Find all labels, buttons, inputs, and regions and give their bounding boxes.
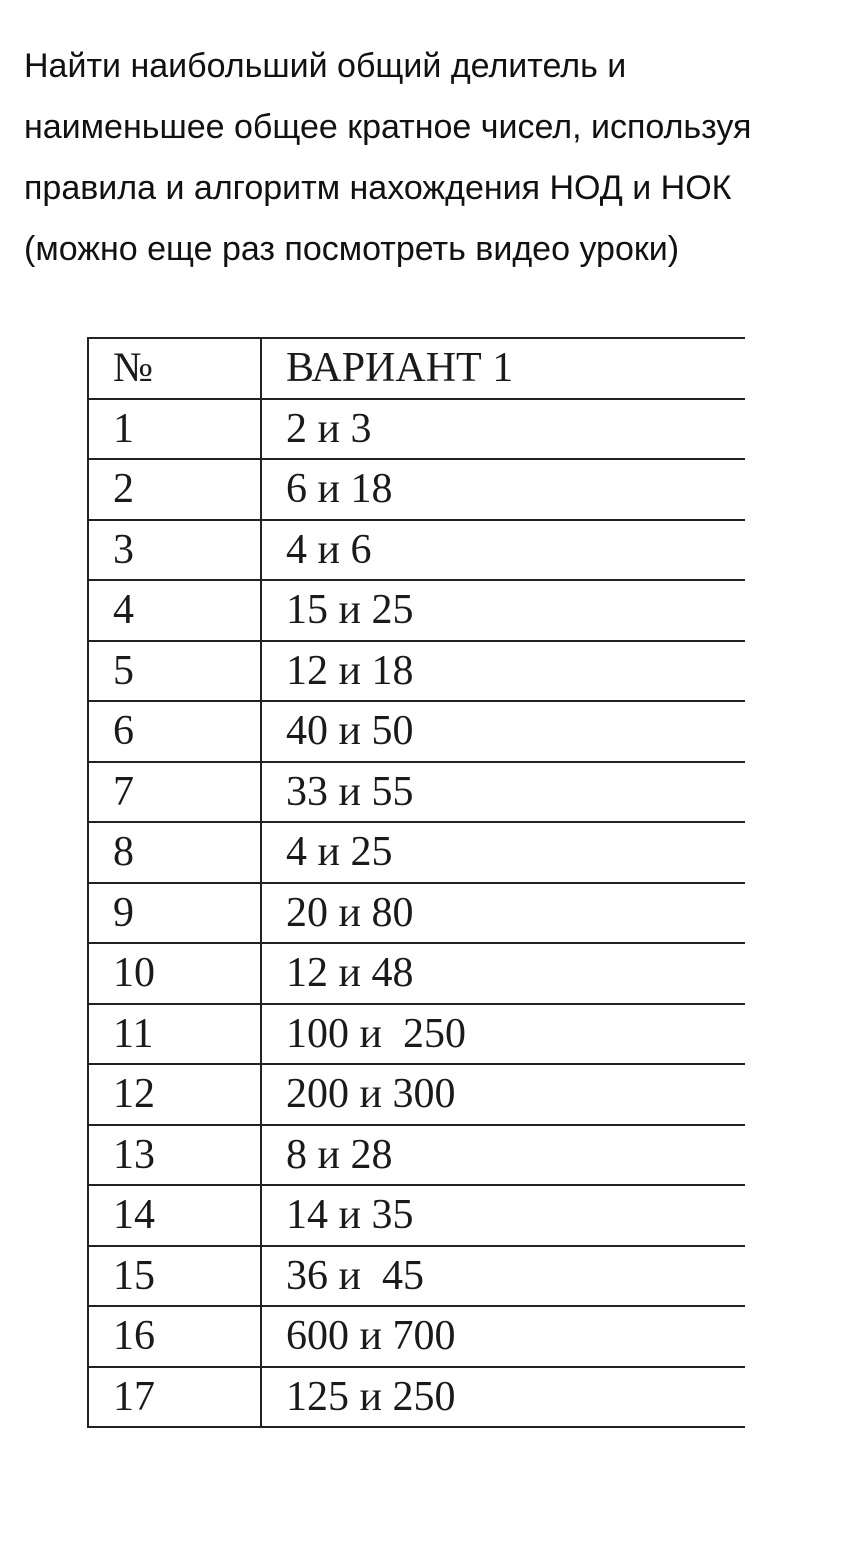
row-number: 13 — [88, 1125, 261, 1186]
row-value: 40 и 50 — [261, 701, 745, 762]
row-number: 11 — [88, 1004, 261, 1065]
task-table-container — [87, 337, 744, 1428]
row-value: 600 и 700 — [261, 1306, 745, 1367]
table-row — [88, 943, 745, 1004]
row-number: 4 — [88, 580, 261, 641]
row-value: 15 и 25 — [261, 580, 745, 641]
table-row — [88, 822, 745, 883]
table-row — [88, 883, 745, 944]
table-row — [88, 1306, 745, 1367]
row-value: 8 и 28 — [261, 1125, 745, 1186]
row-number: 9 — [88, 883, 261, 944]
table-row — [88, 641, 745, 702]
row-value: 14 и 35 — [261, 1185, 745, 1246]
row-value: 4 и 6 — [261, 520, 745, 581]
row-number: 10 — [88, 943, 261, 1004]
table-header-row — [88, 338, 745, 399]
table-row — [88, 399, 745, 460]
row-number: 12 — [88, 1064, 261, 1125]
instruction-line: Найти наибольший общий делитель и — [24, 47, 627, 85]
row-value: 36 и 45 — [261, 1246, 745, 1307]
instruction-line: правила и алгоритм нахождения НОД и НОК — [24, 169, 732, 207]
row-value: 33 и 55 — [261, 762, 745, 823]
row-value: 2 и 3 — [261, 399, 745, 460]
table-row — [88, 1004, 745, 1065]
row-number: 5 — [88, 641, 261, 702]
row-value: 20 и 80 — [261, 883, 745, 944]
table-row — [88, 520, 745, 581]
row-number: 17 — [88, 1367, 261, 1428]
row-number: 2 — [88, 459, 261, 520]
header-variant: ВАРИАНТ 1 — [261, 338, 745, 399]
row-number: 6 — [88, 701, 261, 762]
instruction-line: наименьшее общее кратное чисел, используя — [24, 108, 752, 146]
table-row — [88, 701, 745, 762]
task-table — [87, 337, 745, 1428]
instruction-line: (можно еще раз посмотреть видео уроки) — [24, 230, 680, 268]
table-row — [88, 1367, 745, 1428]
table-row — [88, 1185, 745, 1246]
row-number: 1 — [88, 399, 261, 460]
row-number: 8 — [88, 822, 261, 883]
row-value: 12 и 18 — [261, 641, 745, 702]
row-value: 100 и 250 — [261, 1004, 745, 1065]
row-value: 12 и 48 — [261, 943, 745, 1004]
row-value: 4 и 25 — [261, 822, 745, 883]
task-instructions — [24, 36, 851, 280]
row-number: 3 — [88, 520, 261, 581]
table-row — [88, 459, 745, 520]
row-number: 15 — [88, 1246, 261, 1307]
row-value: 6 и 18 — [261, 459, 745, 520]
row-value: 200 и 300 — [261, 1064, 745, 1125]
table-row — [88, 1125, 745, 1186]
row-number: 7 — [88, 762, 261, 823]
header-number: № — [88, 338, 261, 399]
table-row — [88, 580, 745, 641]
row-value: 125 и 250 — [261, 1367, 745, 1428]
table-row — [88, 762, 745, 823]
row-number: 16 — [88, 1306, 261, 1367]
table-row — [88, 1064, 745, 1125]
table-row — [88, 1246, 745, 1307]
row-number: 14 — [88, 1185, 261, 1246]
